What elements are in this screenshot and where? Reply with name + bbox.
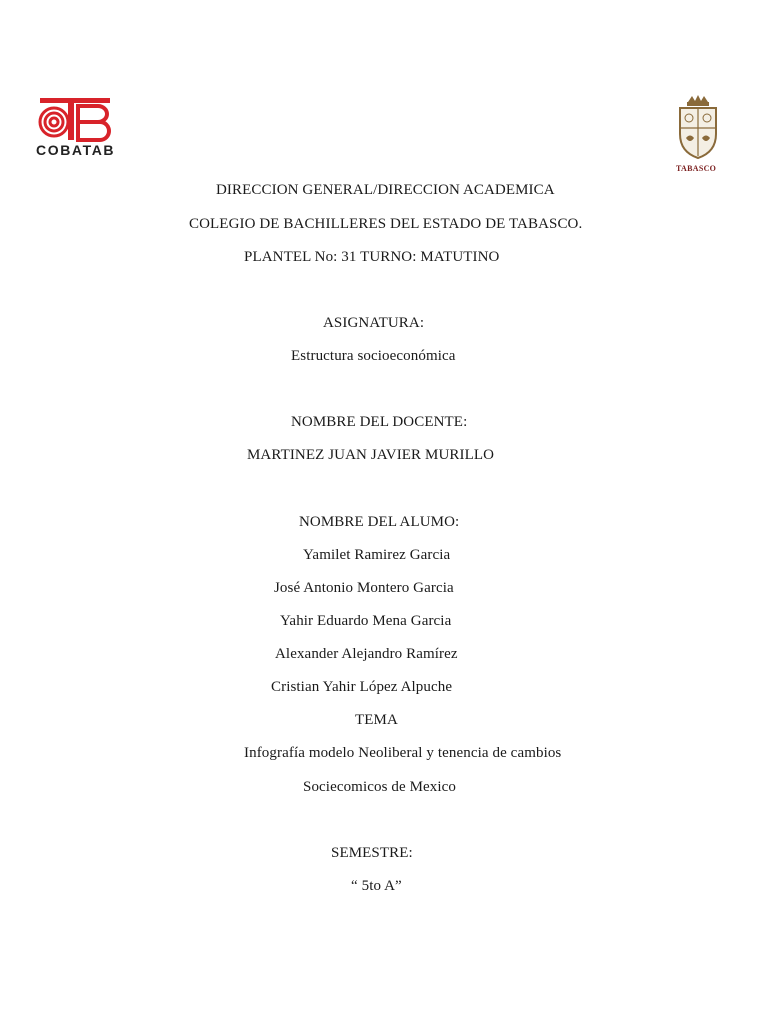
alumno-name: José Antonio Montero Garcia xyxy=(274,580,454,596)
tema-label: TEMA xyxy=(355,712,398,728)
docente-value: MARTINEZ JUAN JAVIER MURILLO xyxy=(247,447,495,463)
alumno-name: Cristian Yahir López Alpuche xyxy=(271,679,453,695)
cobatab-emblem-icon xyxy=(28,72,126,142)
header-line-1: DIRECCION GENERAL/DIRECCION ACADEMICA xyxy=(216,182,555,198)
tabasco-shield-icon xyxy=(672,94,724,162)
docente-label: NOMBRE DEL DOCENTE: xyxy=(291,414,468,430)
tema-value-line-2: Sociecomicos de Mexico xyxy=(303,779,456,795)
tema-value-line-1: Infografía modelo Neoliberal y tenencia de cambios xyxy=(244,745,562,761)
tabasco-seal-logo xyxy=(672,94,724,176)
alumno-name: Alexander Alejandro Ramírez xyxy=(275,646,458,662)
tabasco-logo-text: TABASCO xyxy=(676,164,717,173)
alumno-name: Yamilet Ramirez Garcia xyxy=(303,547,451,563)
semestre-label: SEMESTRE: xyxy=(331,845,413,861)
alumnos-label: NOMBRE DEL ALUMO: xyxy=(299,514,460,530)
cobatab-logo-text: COBATAB xyxy=(36,142,116,158)
header-line-3: PLANTEL No: 31 TURNO: MATUTINO xyxy=(244,249,500,265)
asignatura-label: ASIGNATURA: xyxy=(323,315,425,331)
cobatab-logo xyxy=(28,72,126,182)
asignatura-value: Estructura socioeconómica xyxy=(291,348,456,364)
semestre-value: “ 5to A” xyxy=(351,878,402,894)
alumno-name: Yahir Eduardo Mena Garcia xyxy=(280,613,452,629)
header-line-2: COLEGIO DE BACHILLERES DEL ESTADO DE TABASCO. xyxy=(189,216,583,232)
